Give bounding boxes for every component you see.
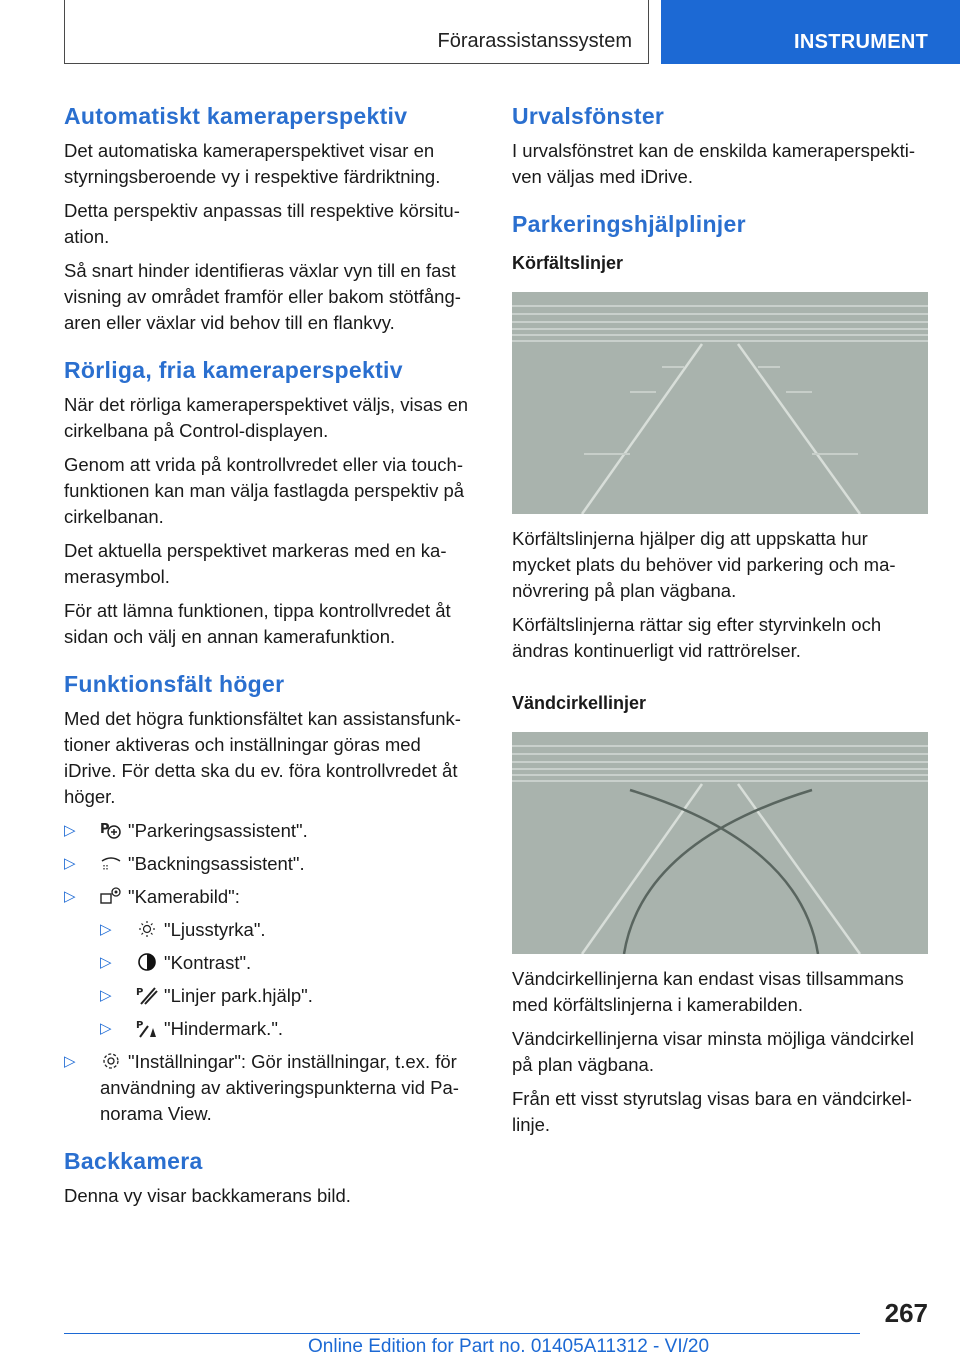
svg-text:P: P bbox=[136, 1020, 144, 1031]
heading-parking-lines: Parkeringshjälplinjer bbox=[512, 211, 746, 237]
bullet-triangle-icon: ▷ bbox=[100, 954, 112, 971]
header-section bbox=[64, 0, 649, 64]
paragraph: Detta perspektiv anpassas till respektive körsituation. bbox=[64, 200, 460, 247]
list-item-text: "Inställningar": Gör inställningar, t.ex. för användning av aktiveringspunkterna vid Panorama View. bbox=[100, 1051, 459, 1124]
section-function-bar bbox=[64, 668, 478, 1127]
paragraph: Det aktuella perspektivet markeras med en kamerasymbol. bbox=[64, 540, 447, 587]
paragraph: Denna vy visar backkamerans bild. bbox=[64, 1185, 351, 1206]
paragraph: Med det högra funktionsfältet kan assistansfunktioner aktiveras och inställningar göras med iDrive. För detta ska du ev. föra kontrollvredet åt höger. bbox=[64, 708, 461, 807]
paragraph: Körfältslinjerna rättar sig efter styrvinkeln och ändras kontinuerligt vid rattrörelser. bbox=[512, 614, 882, 661]
contrast-icon bbox=[136, 952, 158, 972]
right-column bbox=[512, 100, 930, 1146]
list-item-settings bbox=[64, 1049, 478, 1127]
page-number: 267 bbox=[884, 1298, 928, 1328]
turning-circle-figure bbox=[512, 732, 928, 954]
footer-edition: Online Edition for Part no. 01405A11312 - VI/20 bbox=[308, 1336, 710, 1357]
paragraph: När det rörliga kameraperspektivet väljs, visas en cirkelbana på Control-displayen. bbox=[64, 394, 469, 441]
settings-gear-icon bbox=[100, 1051, 122, 1071]
bullet-triangle-icon: ▷ bbox=[64, 822, 76, 839]
list-item-text: "Linjer park.hjälp". bbox=[164, 985, 313, 1006]
section-parking-lines bbox=[512, 208, 930, 1138]
section-selection-window bbox=[512, 100, 930, 190]
list-item-reversing-assistant bbox=[64, 851, 478, 877]
list-item-text: "Hindermark.". bbox=[164, 1018, 284, 1039]
svg-text:P: P bbox=[136, 987, 144, 998]
list-item-text: "Kamerabild": bbox=[128, 886, 240, 907]
bullet-triangle-icon: ▷ bbox=[100, 987, 112, 1004]
heading-auto-camera: Automatiskt kameraperspektiv bbox=[64, 103, 408, 129]
list-item-contrast bbox=[64, 950, 478, 976]
list-item-text: "Ljusstyrka". bbox=[164, 919, 266, 940]
heading-function-bar: Funktionsfält höger bbox=[64, 671, 285, 697]
left-column bbox=[64, 100, 478, 1227]
list-item-parking-assistant bbox=[64, 818, 478, 844]
reversing-assistant-icon bbox=[100, 853, 122, 873]
parking-lines-icon bbox=[136, 985, 158, 1005]
paragraph: Vändcirkellinjerna visar minsta möjliga vändcirkel på plan vägbana. bbox=[512, 1028, 915, 1075]
footer-divider bbox=[64, 1333, 860, 1334]
list-item-parking-lines bbox=[64, 983, 478, 1009]
header-chapter-tab[interactable] bbox=[661, 0, 960, 64]
subheading-lane-lines: Körfältslinjer bbox=[512, 253, 624, 273]
list-item-obstacle-marking bbox=[64, 1016, 478, 1042]
paragraph: Det automatiska kameraperspektivet visar en styrningsberoende vy i respektive färdriktning. bbox=[64, 140, 441, 187]
bullet-triangle-icon: ▷ bbox=[64, 855, 76, 872]
heading-selection-window: Urvalsfönster bbox=[512, 103, 665, 129]
paragraph: Vändcirkellinjerna kan endast visas tillsammans med körfältslinjerna i kamerabilden. bbox=[512, 968, 904, 1015]
obstacle-marking-icon bbox=[136, 1018, 158, 1038]
paragraph: Körfältslinjerna hjälper dig att uppskatta hur mycket plats du behöver vid parkering och manövrering på plan vägbana. bbox=[512, 528, 896, 601]
section-movable-camera bbox=[64, 354, 478, 650]
header-chapter-title: INSTRUMENT bbox=[794, 31, 929, 53]
paragraph: Så snart hinder identifieras växlar vyn till en fast visning av området framför eller bakom stötfångaren eller växlar vid behov till en flankvy. bbox=[64, 260, 461, 333]
list-item-brightness bbox=[64, 917, 478, 943]
svg-text:P: P bbox=[100, 822, 110, 837]
paragraph: I urvalsfönstret kan de enskilda kameraperspektiven väljas med iDrive. bbox=[512, 140, 916, 187]
bullet-triangle-icon: ▷ bbox=[64, 1053, 76, 1070]
list-item-camera-image bbox=[64, 884, 478, 910]
brightness-icon bbox=[136, 919, 158, 939]
paragraph: Genom att vrida på kontrollvredet eller via touchfunktionen kan man välja fastlagda perspektiv på cirkelbanan. bbox=[64, 454, 465, 527]
bullet-triangle-icon: ▷ bbox=[64, 888, 76, 905]
list-item-text: "Backningsassistent". bbox=[128, 853, 305, 874]
heading-movable-camera: Rörliga, fria kameraperspektiv bbox=[64, 357, 403, 383]
paragraph: För att lämna funktionen, tippa kontrollvredet åt sidan och välj en annan kamerafunktion. bbox=[64, 600, 451, 647]
list-item-text: "Parkeringsassistent". bbox=[128, 820, 308, 841]
section-auto-camera bbox=[64, 100, 478, 336]
camera-image-icon bbox=[100, 886, 122, 906]
paragraph: Från ett visst styrutslag visas bara en vändcirkellinje. bbox=[512, 1088, 912, 1135]
list-item-text: "Kontrast". bbox=[164, 952, 252, 973]
parking-assistant-icon bbox=[100, 820, 122, 840]
section-rear-camera bbox=[64, 1145, 478, 1209]
header-section-title: Förarassistanssystem bbox=[437, 30, 632, 52]
subheading-turning-circle-lines: Vändcirkellinjer bbox=[512, 693, 647, 713]
heading-rear-camera: Backkamera bbox=[64, 1148, 203, 1174]
bullet-triangle-icon: ▷ bbox=[100, 921, 112, 938]
bullet-triangle-icon: ▷ bbox=[100, 1020, 112, 1037]
lane-lines-figure bbox=[512, 292, 928, 514]
